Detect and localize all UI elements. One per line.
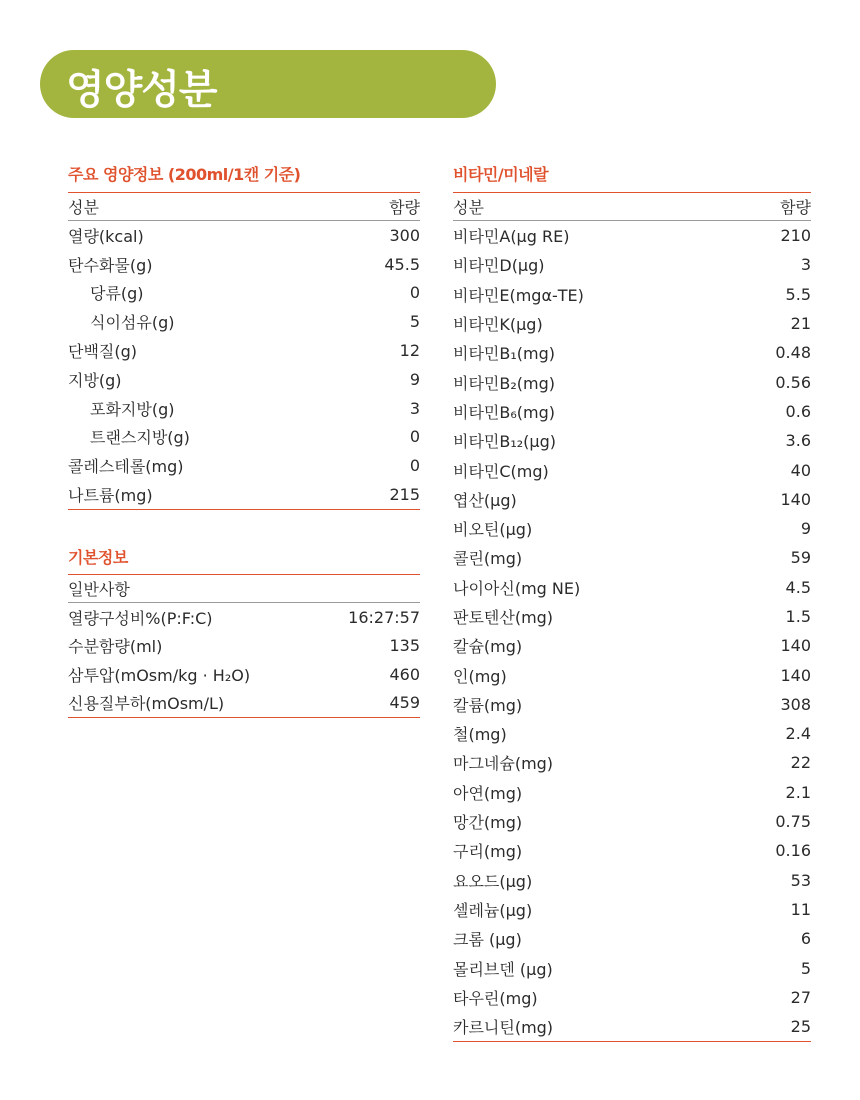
table-row — [453, 924, 811, 953]
row-label: 구리(mg) — [453, 842, 523, 862]
table-row — [68, 279, 420, 308]
row-value: 0.6 — [785, 401, 811, 421]
table-row — [453, 543, 811, 572]
table-row — [453, 250, 811, 279]
row-value: 21 — [790, 314, 811, 334]
table-header — [68, 574, 420, 603]
row-value: 0 — [409, 456, 420, 476]
row-label: 트랜스지방(g) — [90, 428, 190, 448]
row-label: 비타민D(μg) — [453, 256, 545, 276]
row-value: 140 — [780, 636, 811, 656]
row-label: 열량(kcal) — [68, 226, 144, 246]
row-label: 요오드(μg) — [453, 871, 533, 891]
table-row — [453, 778, 811, 807]
table-row — [453, 280, 811, 309]
table-row — [453, 602, 811, 631]
row-value: 460 — [389, 664, 420, 684]
table-header — [453, 192, 811, 221]
row-value: 4.5 — [785, 577, 811, 597]
row-value: 53 — [790, 870, 811, 890]
basic-info-rows — [68, 603, 420, 718]
table-row — [68, 307, 420, 336]
row-value: 11 — [790, 899, 811, 919]
table-row — [453, 748, 811, 777]
basic-info-heading: 기본정보 — [68, 548, 128, 567]
table-row — [68, 336, 420, 365]
row-label: 콜린(mg) — [453, 549, 523, 569]
row-label: 당류(g) — [90, 284, 144, 304]
table-row — [453, 514, 811, 543]
row-label: 엽산(μg) — [453, 490, 517, 510]
row-value: 40 — [790, 460, 811, 480]
row-label: 탄수화물(g) — [68, 255, 153, 275]
table-row — [453, 455, 811, 484]
row-label: 포화지방(g) — [90, 399, 175, 419]
row-value: 0.56 — [775, 372, 811, 392]
table-row — [453, 426, 811, 455]
row-value: 0.75 — [775, 812, 811, 832]
table-row — [68, 480, 420, 509]
row-label: 신용질부하(mOsm/L) — [68, 694, 225, 714]
table-row — [453, 1012, 811, 1041]
row-label: 타우린(mg) — [453, 988, 538, 1008]
table-row — [453, 719, 811, 748]
row-label: 망간(mg) — [453, 813, 523, 833]
column-header-name: 성분 — [68, 198, 99, 217]
column-header-name: 일반사항 — [68, 580, 130, 599]
vitamins-minerals-heading: 비타민/미네랄 — [453, 165, 549, 184]
row-label: 아연(mg) — [453, 783, 523, 803]
column-header-value: 함량 — [389, 198, 420, 217]
row-value: 5 — [800, 958, 811, 978]
row-value: 140 — [780, 665, 811, 685]
row-value: 9 — [800, 519, 811, 539]
table-row — [453, 631, 811, 660]
row-label: 철(mg) — [453, 725, 507, 745]
table-row — [453, 221, 811, 250]
row-label: 콜레스테롤(mg) — [68, 457, 184, 477]
table-row — [453, 397, 811, 426]
row-label: 단백질(g) — [68, 342, 138, 362]
table-row — [453, 895, 811, 924]
row-label: 삼투압(mOsm/kg · H₂O) — [68, 665, 251, 685]
table-row — [453, 807, 811, 836]
table-row — [453, 660, 811, 689]
table-row — [68, 423, 420, 452]
table-row — [68, 394, 420, 423]
table-row — [68, 632, 420, 661]
row-label: 마그네슘(mg) — [453, 754, 554, 774]
row-label: 카르니틴(mg) — [453, 1018, 554, 1038]
column-header-name: 성분 — [453, 198, 484, 217]
row-label: 칼륨(mg) — [453, 695, 523, 715]
table-row — [453, 983, 811, 1012]
table-header — [68, 192, 420, 221]
row-value: 1.5 — [785, 607, 811, 626]
row-label: 인(mg) — [453, 666, 507, 686]
row-value: 45.5 — [384, 254, 420, 274]
row-label: 크롬 (μg) — [453, 930, 522, 950]
row-value: 0.16 — [775, 841, 811, 861]
row-value: 22 — [790, 753, 811, 773]
row-value: 135 — [389, 636, 420, 656]
title-banner — [40, 50, 496, 118]
row-value: 5.5 — [785, 284, 811, 304]
row-label: 비오틴(μg) — [453, 520, 533, 540]
column-header-value: 함량 — [780, 198, 811, 217]
row-label: 나이아신(mg NE) — [453, 578, 581, 598]
row-label: 비타민B₆(mg) — [453, 402, 555, 422]
table-row — [68, 365, 420, 394]
table-row — [453, 573, 811, 602]
row-value: 308 — [780, 694, 811, 714]
row-value: 12 — [399, 341, 420, 361]
row-label: 지방(g) — [68, 370, 122, 390]
row-value: 27 — [790, 987, 811, 1007]
row-value: 0 — [409, 427, 420, 447]
row-value: 9 — [409, 369, 420, 389]
row-value: 300 — [389, 225, 420, 245]
row-value: 59 — [790, 548, 811, 568]
vitamins-minerals-table — [453, 192, 811, 1042]
row-value: 6 — [800, 929, 811, 949]
table-row — [68, 221, 420, 250]
row-label: 몰리브덴 (μg) — [453, 959, 553, 979]
row-label: 열량구성비%(P:F:C) — [68, 608, 213, 628]
row-label: 비타민E(mgα-TE) — [453, 285, 584, 305]
row-value: 3 — [800, 255, 811, 275]
row-label: 비타민A(μg RE) — [453, 227, 570, 247]
row-label: 나트륨(mg) — [68, 486, 153, 506]
row-value: 3.6 — [785, 431, 811, 451]
row-value: 215 — [389, 485, 420, 505]
table-row — [68, 660, 420, 689]
row-label: 비타민B₂(mg) — [453, 373, 555, 393]
row-value: 5 — [409, 312, 420, 332]
table-row — [453, 953, 811, 982]
row-value: 16:27:57 — [348, 607, 420, 627]
row-label: 비타민B₁₂(μg) — [453, 432, 556, 452]
table-row — [68, 603, 420, 632]
table-row — [68, 250, 420, 279]
table-row — [453, 367, 811, 396]
row-label: 수분함량(ml) — [68, 637, 163, 657]
row-value: 0 — [409, 283, 420, 303]
basic-info-table — [68, 574, 420, 718]
table-row — [453, 866, 811, 895]
row-value: 2.1 — [785, 782, 811, 802]
row-value: 25 — [790, 1017, 811, 1037]
table-row — [453, 309, 811, 338]
table-row — [453, 836, 811, 865]
row-label: 판토텐산(mg) — [453, 608, 554, 627]
table-row — [68, 451, 420, 480]
main-nutrition-heading: 주요 영양정보 (200ml/1캔 기준) — [68, 165, 301, 184]
row-value: 210 — [780, 226, 811, 246]
row-value: 3 — [409, 398, 420, 418]
row-label: 셀레늄(μg) — [453, 900, 533, 920]
row-value: 2.4 — [785, 724, 811, 744]
row-value: 0.48 — [775, 343, 811, 363]
row-label: 비타민B₁(mg) — [453, 344, 555, 364]
row-value: 459 — [389, 693, 420, 713]
main-nutrition-table — [68, 192, 420, 510]
table-row — [453, 485, 811, 514]
main-nutrition-rows — [68, 221, 420, 510]
vitamins-minerals-rows — [453, 221, 811, 1042]
row-label: 비타민C(mg) — [453, 461, 549, 481]
row-value: 140 — [780, 489, 811, 509]
page-title: 영양성분 — [66, 67, 217, 113]
table-row — [68, 689, 420, 718]
row-label: 식이섬유(g) — [90, 313, 175, 333]
row-label: 비타민K(μg) — [453, 315, 543, 335]
row-label: 칼슘(mg) — [453, 637, 523, 657]
table-row — [453, 690, 811, 719]
table-row — [453, 338, 811, 367]
